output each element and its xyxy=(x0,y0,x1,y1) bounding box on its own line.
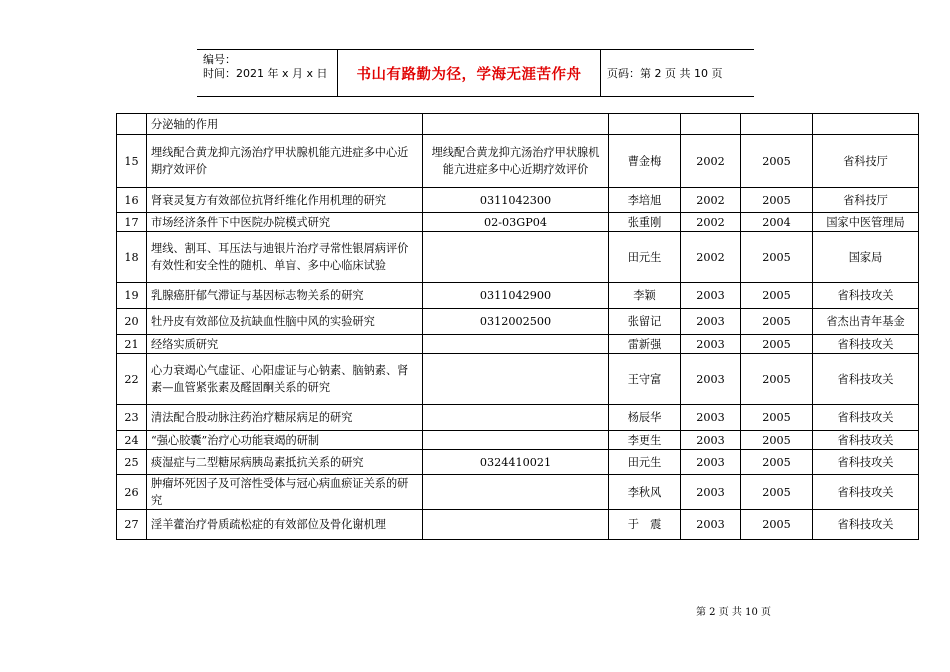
principal-investigator: 曹金梅 xyxy=(609,135,681,188)
start-year: 2002 xyxy=(681,232,741,283)
page-label: 页码：第 2 页 共 10 页 xyxy=(607,67,723,80)
project-code xyxy=(423,114,609,135)
principal-investigator: 田元生 xyxy=(609,450,681,475)
project-code xyxy=(423,232,609,283)
project-code: 0311042900 xyxy=(423,283,609,309)
header-page xyxy=(600,50,754,96)
project-code: 0324410021 xyxy=(423,450,609,475)
motto-text: 书山有路勤为径，学海无涯苦作舟 xyxy=(356,66,582,83)
project-code xyxy=(423,354,609,405)
project-code: 0311042300 xyxy=(423,188,609,213)
table-row xyxy=(117,510,919,540)
project-code: 0312002500 xyxy=(423,309,609,335)
principal-investigator: 李颖 xyxy=(609,283,681,309)
row-number: 23 xyxy=(117,405,147,431)
project-name: 乳腺癌肝郁气滞证与基因标志物关系的研究 xyxy=(147,283,423,309)
table-body xyxy=(117,114,919,540)
header-meta xyxy=(197,50,337,96)
end-year: 2005 xyxy=(741,283,813,309)
table-row xyxy=(117,135,919,188)
table-row xyxy=(117,431,919,450)
start-year: 2003 xyxy=(681,431,741,450)
end-year: 2005 xyxy=(741,405,813,431)
funding-source: 省科技攻关 xyxy=(813,335,919,354)
table-row xyxy=(117,283,919,309)
funding-source: 省科技攻关 xyxy=(813,431,919,450)
funding-source: 省科技攻关 xyxy=(813,354,919,405)
principal-investigator: 杨辰华 xyxy=(609,405,681,431)
header-motto xyxy=(337,50,601,96)
start-year: 2002 xyxy=(681,213,741,232)
start-year: 2003 xyxy=(681,405,741,431)
table-row xyxy=(117,309,919,335)
start-year xyxy=(681,114,741,135)
funding-source: 国家局 xyxy=(813,232,919,283)
principal-investigator: 王守富 xyxy=(609,354,681,405)
start-year: 2003 xyxy=(681,450,741,475)
row-number: 25 xyxy=(117,450,147,475)
project-name: 分泌轴的作用 xyxy=(147,114,423,135)
principal-investigator xyxy=(609,114,681,135)
funding-source: 省科技厅 xyxy=(813,188,919,213)
funding-source: 省科技攻关 xyxy=(813,510,919,540)
table-row xyxy=(117,354,919,405)
project-name: 埋线、割耳、耳压法与迪银片治疗寻常性银屑病评价有效性和安全性的随机、单盲、多中心临床试验 xyxy=(147,232,423,283)
start-year: 2003 xyxy=(681,510,741,540)
row-number: 16 xyxy=(117,188,147,213)
project-code xyxy=(423,510,609,540)
end-year: 2005 xyxy=(741,475,813,510)
project-name: 经络实质研究 xyxy=(147,335,423,354)
row-number xyxy=(117,114,147,135)
project-name: 市场经济条件下中医院办院模式研究 xyxy=(147,213,423,232)
funding-source: 省科技攻关 xyxy=(813,450,919,475)
table-row xyxy=(117,188,919,213)
project-table xyxy=(116,113,919,540)
principal-investigator: 张留记 xyxy=(609,309,681,335)
project-name: 痰湿症与二型糖尿病胰岛素抵抗关系的研究 xyxy=(147,450,423,475)
start-year: 2003 xyxy=(681,354,741,405)
table-row xyxy=(117,335,919,354)
project-code xyxy=(423,405,609,431)
start-year: 2003 xyxy=(681,335,741,354)
row-number: 22 xyxy=(117,354,147,405)
table-row xyxy=(117,475,919,510)
principal-investigator: 李更生 xyxy=(609,431,681,450)
project-code: 埋线配合黄龙抑亢汤治疗甲状腺机能亢进症多中心近期疗效评价 xyxy=(423,135,609,188)
number-label: 编号： xyxy=(203,53,236,66)
table-row xyxy=(117,213,919,232)
table-row xyxy=(117,232,919,283)
principal-investigator: 张重刚 xyxy=(609,213,681,232)
principal-investigator: 雷新强 xyxy=(609,335,681,354)
row-number: 21 xyxy=(117,335,147,354)
start-year: 2002 xyxy=(681,135,741,188)
funding-source: 国家中医管理局 xyxy=(813,213,919,232)
end-year: 2005 xyxy=(741,431,813,450)
end-year: 2005 xyxy=(741,335,813,354)
row-number: 18 xyxy=(117,232,147,283)
page-header xyxy=(197,49,754,97)
start-year: 2002 xyxy=(681,188,741,213)
project-name: 埋线配合黄龙抑亢汤治疗甲状腺机能亢进症多中心近期疗效评价 xyxy=(147,135,423,188)
row-number: 24 xyxy=(117,431,147,450)
start-year: 2003 xyxy=(681,475,741,510)
project-name: “强心胶囊”治疗心功能衰竭的研制 xyxy=(147,431,423,450)
row-number: 17 xyxy=(117,213,147,232)
funding-source: 省杰出青年基金 xyxy=(813,309,919,335)
project-name: 心力衰竭心气虚证、心阳虚证与心钠素、脑钠素、肾素—血管紧张素及醛固酮关系的研究 xyxy=(147,354,423,405)
end-year: 2004 xyxy=(741,213,813,232)
funding-source: 省科技攻关 xyxy=(813,283,919,309)
end-year: 2005 xyxy=(741,450,813,475)
start-year: 2003 xyxy=(681,283,741,309)
row-number: 20 xyxy=(117,309,147,335)
end-year: 2005 xyxy=(741,135,813,188)
table-row xyxy=(117,405,919,431)
table-row xyxy=(117,114,919,135)
project-name: 肿瘤坏死因子及可溶性受体与冠心病血瘀证关系的研究 xyxy=(147,475,423,510)
project-code xyxy=(423,431,609,450)
table-row xyxy=(117,450,919,475)
row-number: 27 xyxy=(117,510,147,540)
project-name: 肾衰灵复方有效部位抗肾纤维化作用机理的研究 xyxy=(147,188,423,213)
row-number: 15 xyxy=(117,135,147,188)
row-number: 26 xyxy=(117,475,147,510)
project-code xyxy=(423,475,609,510)
end-year: 2005 xyxy=(741,232,813,283)
row-number: 19 xyxy=(117,283,147,309)
end-year: 2005 xyxy=(741,354,813,405)
funding-source xyxy=(813,114,919,135)
start-year: 2003 xyxy=(681,309,741,335)
funding-source: 省科技攻关 xyxy=(813,475,919,510)
project-code: 02-03GP04 xyxy=(423,213,609,232)
project-name: 淫羊藿治疗骨质疏松症的有效部位及骨化谢机理 xyxy=(147,510,423,540)
time-label: 时间：2021 年 x 月 x 日 xyxy=(203,67,328,80)
end-year xyxy=(741,114,813,135)
principal-investigator: 李秋风 xyxy=(609,475,681,510)
project-code xyxy=(423,335,609,354)
project-name: 牡丹皮有效部位及抗缺血性脑中风的实验研究 xyxy=(147,309,423,335)
principal-investigator: 于 震 xyxy=(609,510,681,540)
funding-source: 省科技攻关 xyxy=(813,405,919,431)
page-footer: 第 2 页 共 10 页 xyxy=(696,607,771,618)
principal-investigator: 李培旭 xyxy=(609,188,681,213)
funding-source: 省科技厅 xyxy=(813,135,919,188)
principal-investigator: 田元生 xyxy=(609,232,681,283)
project-name: 清法配合股动脉注药治疗糖尿病足的研究 xyxy=(147,405,423,431)
end-year: 2005 xyxy=(741,309,813,335)
end-year: 2005 xyxy=(741,188,813,213)
end-year: 2005 xyxy=(741,510,813,540)
